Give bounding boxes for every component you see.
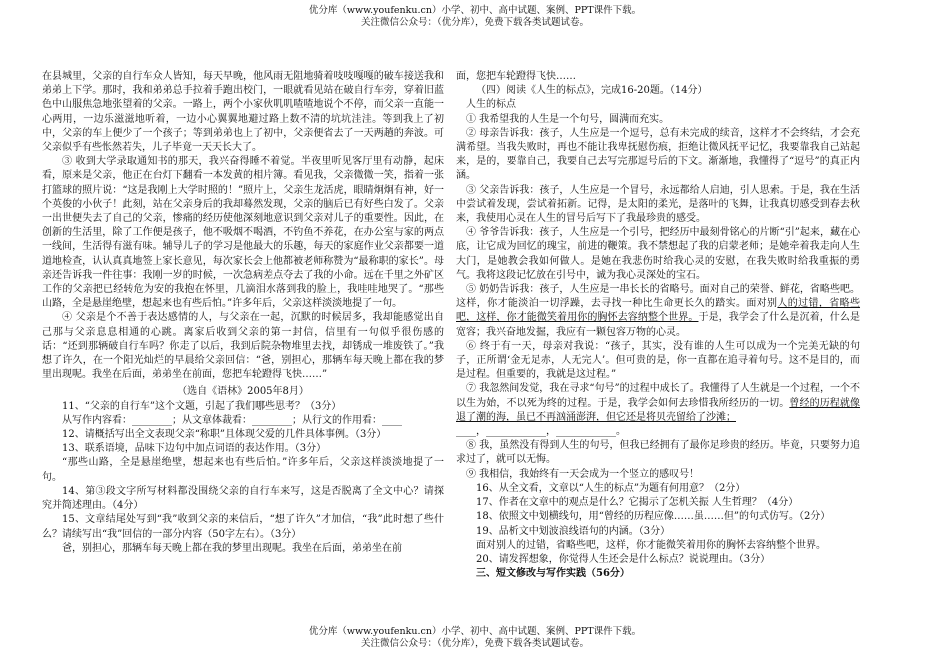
stanza-5-part-c: 于是，我学会了什么是沉着，什么是宽容；我兴奋地发掘，我应有一颗包容万物的心灵。 xyxy=(456,312,861,338)
question-13: 13、联系语境，品味下边句中加点词语的表达作用。（3分） xyxy=(62,443,327,455)
stanza-3: ③ 父亲告诉我：孩子，人生应是一个冒号，永远都给人启迪，引人思索。于是，我在生活中尝试着发现，尝试着拓新。记得，是太阳的柔光，是落叶的飞舞，让我真切感受到春去秋来，我使用心灵在人生的冒号后写下了我最珍贵的感受。 xyxy=(456,184,860,225)
stanza-9: ⑨ 我相信，我始终有一天会成为一个竖立的感叹号！ xyxy=(466,468,700,480)
stanza-7-part-a: ⑦ 我忽然间发觉，我在寻求“句号”的过程中成长了。我懂得了人生就是一个过程，一个不以生为始，不以死为终的过程。于是，我学会如何去珍惜我所经历的一切。 xyxy=(456,383,860,409)
question-16: 16、从全文看，文章以“人生的标点”为题有何用意？（2分） xyxy=(476,482,746,494)
question-12: 12、请概括写出全文表现父亲“称职”且体现父爱的几件具体事例。（3分） xyxy=(62,429,387,441)
question-11: 11、“父亲的自行车”这个文题，引起了我们哪些思考？（3分） xyxy=(62,400,342,412)
footer-line-2: 关注微信公众号：（优分库），免费下载各类试题试卷。 xyxy=(360,638,589,649)
question-18: 18、依照文中划横线句，用“曾经的历程应像……虽……但”的句式仿写。（2分） xyxy=(476,511,831,523)
page-header xyxy=(0,5,950,29)
stanza-8: ⑧ 我，虽然没有得到人生的句号，但我已经拥有了最你足珍贵的经历。毕竟，只要努力追求过了，就可以无悔。 xyxy=(456,440,860,466)
stanza-5-part-a: ⑤ 奶奶告诉我：孩子，人生应是一串长长的省略号。面对自己的荣誉、鲜花，省略些吧。这样，你才能淡泊一切浮躁，去寻找一种比生命更长久的踏实。面对别 xyxy=(456,284,860,310)
section-3-heading: 三、短文修改与写作实践（56分） xyxy=(476,568,630,580)
header-line-1: 优分库（www.youfenku.cn）小学、初中、高中试题、案例、PPT课件下载。 xyxy=(308,5,642,16)
stanza-2: ② 母亲告诉我：孩子，人生应是一个逗号，总有未完成的续音，这样才不会终结，才会充满希望。当我失败时，再也不能让我卑抚慰伤痕，拒绝让微风抚平记忆，我要靠我自己站起来，是的，要靠自己，我要自己去写完那逗号后的下文。渐渐地，我懂得了“逗号”的真正内涵。 xyxy=(456,127,860,182)
header-line-2: 关注微信公众号：（优分库），免费下载各类试题试卷。 xyxy=(360,17,589,28)
footer-line-1: 优分库（www.youfenku.cn）小学、初中、高中试题、案例、PPT课件下载。 xyxy=(308,626,642,637)
stanza-4: ④ 爷爷告诉我：孩子，人生应是一个引号，把经历中最刻骨铭心的片断“引”起来，藏在心底，让它成为回忆的瑰宝，前进的鞭策。我不禁想起了我的启蒙老师；是她牵着我走向人生大门，是她教会我如何做人。是她在我悲伤时给我心灵的安慰，在我失败时给我重振的勇气。我将这段记忆放在引号中，诚为我心灵深处的宝石。 xyxy=(456,227,860,281)
paragraph-3-photo: ③ 收到大学录取通知书的那天，我兴奋得睡不着觉。半夜里听见客厅里有动静，起床看，原来是父亲，他正在台灯下翻看一本发黄的相片簿。看见我，父亲微微一笑，指着一张打篮球的照片说：“这是我刚上大学时照的！”照片上，父亲生龙活虎，眼睛炯炯有神，好一个英俊的小伙子！此刻，站在父亲身后的我却蓦然发现，父亲的脑后已有好些白发了。父亲一出世便失去了自己的父亲，惨痛的经历使他深刻地意识到父亲对儿子的重要性。因此，在创新的生活里，除了工作便是孩子，他不吸烟不喝酒，不钓鱼不养花，在办公室与家的两点一线间，生活得有滋有味。辅导儿子的学习是他最大的乐趣，每天的家庭作业父亲都要一道道地检查，认认真真地签上家长意见，每次家长会上他都被老师称赞为“最称职的家长”。母亲还告诉我一件往事：我刚一岁的时候，一次急病差点夺去了我的小命。远在千里之外矿区工作的父亲把已经转危为安的我抱在怀里，几滴泪水落到我的脸上，我哇哇地哭了。“那些山路，全是悬崖绝壁，想起来也有些后怕。”许多年后，父亲这样淡淡地提了一句。 xyxy=(42,156,444,310)
article-title: 人生的标点 xyxy=(466,99,516,111)
stanza-5 xyxy=(456,283,860,340)
question-15: 15、文章结尾处写到“我”收到父亲的来信后，“想了许久”才加信，“我”此时想了些什么？请续写出“我”回信的一部分内容（50字左右）。（3分） xyxy=(42,514,444,540)
stanza-6: ⑥ 终于有一天，母亲对我说：“孩子，其实，没有谁的人生可以成为一个完美无缺的句子，正所谓‘金无足赤，人无完人’。但可贵的是，你一直都在追寻着句号。这不是目的，而是过程。但重要的，我就是这过程。” xyxy=(456,340,860,381)
source-citation: （选自《语林》2005年8月） xyxy=(177,386,309,398)
question-13-quote: “那些山路，全是悬崖绝壁，想起来也有些后怕。”许多年后，父亲这样淡淡地提了一句。 xyxy=(42,457,444,483)
question-11-blanks: 从写作内容看：________；从文章体裁看：________；从行文的作用看：____ xyxy=(62,414,402,426)
paragraph-4-letter: ④ 父亲是个不善于表达感情的人，与父亲在一起，沉默的时候居多，我却能感觉出自己那与父亲息息相通的心跳。离家后收到父亲的第一封信，信里有一句似乎很伤感的话：“还到那辆破自行车吗？你走了以后，我到后院杂物堆里去找，却锈成一堆废铁了。”我想了许久，在一个阳光灿烂的早晨给父亲回信：“爸，别担心，那辆车每天晚上都在我的梦里出现呢。我坐在后面，弟弟坐在前面，您把车轮蹬得飞快……” xyxy=(42,312,444,381)
underlined-sentence: 曾经的历程就像退了潮的海，虽已不再汹涌澎湃，但它还是将贝壳留给了沙滩； xyxy=(456,397,861,423)
stanza-1: ① 我希望我的人生是一个句号，圆满而充实。 xyxy=(466,113,670,125)
question-17: 17、作者在文章中的观点是什么？它揭示了怎机关振 人生哲理？（4分） xyxy=(476,497,799,509)
reply-continuation: 面，您把车轮蹬得飞快…… xyxy=(456,71,576,82)
stanza-7-blanks: ____，____________，____________。 xyxy=(456,426,626,438)
paragraph-2-bike: 在县城里，父亲的自行车众人皆知，每天早晚，他风雨无阻地骑着吱吱嘎嘎的破车接送我和弟弟上下学。那时，我和弟弟总手拉着手跑出校门，一眼就看见站在破自行车旁，穿着旧蓝色中山服焦急地张望着的父亲。一路上，两个小家伙叽叽喳喳地说个不停，而父亲一直能一心两用，一边乐滋滋地听着，一边小心翼翼地避过路上数不清的坑坑洼洼。等到我上了初中，父亲的车上便少了一个孩子；等到弟弟也上了初中，父亲便省去了一天两趟的奔波。可父亲似乎有些怅然若失，儿子毕竟一天天长大了。 xyxy=(42,71,444,154)
left-column xyxy=(42,70,444,556)
wavy-underlined-sentence: 人的过错，省略些吧，这样，你才能微笑着用你的胸怀去容纳整个世界。 xyxy=(456,298,861,324)
question-20: 20、请发挥想象，你觉得人生还会是什么标点？说说理由。（3分） xyxy=(476,553,771,565)
page-footer xyxy=(0,626,950,650)
question-19: 19、品析文中划波浪线语句的内涵。（3分） xyxy=(476,525,671,537)
stanza-7 xyxy=(456,382,860,425)
right-column xyxy=(456,70,860,581)
section-4-heading: （四）阅读《人生的标点》，完成16-20题。（14分） xyxy=(476,85,708,97)
question-15-reply: 爸，别担心，那辆车每天晚上都在我的梦里出现呢。我坐在后面，弟弟坐在前 xyxy=(62,542,402,554)
question-14: 14、第③段文字所写材料都没围绕父亲的自行车来写，这是否脱离了全文中心？请探究并简述理由。（4分） xyxy=(42,485,444,512)
question-19-quote: 面对别人的过错，省略些吧，这样，你才能微笑着用你的胸怀去容纳整个世界。 xyxy=(476,539,826,551)
